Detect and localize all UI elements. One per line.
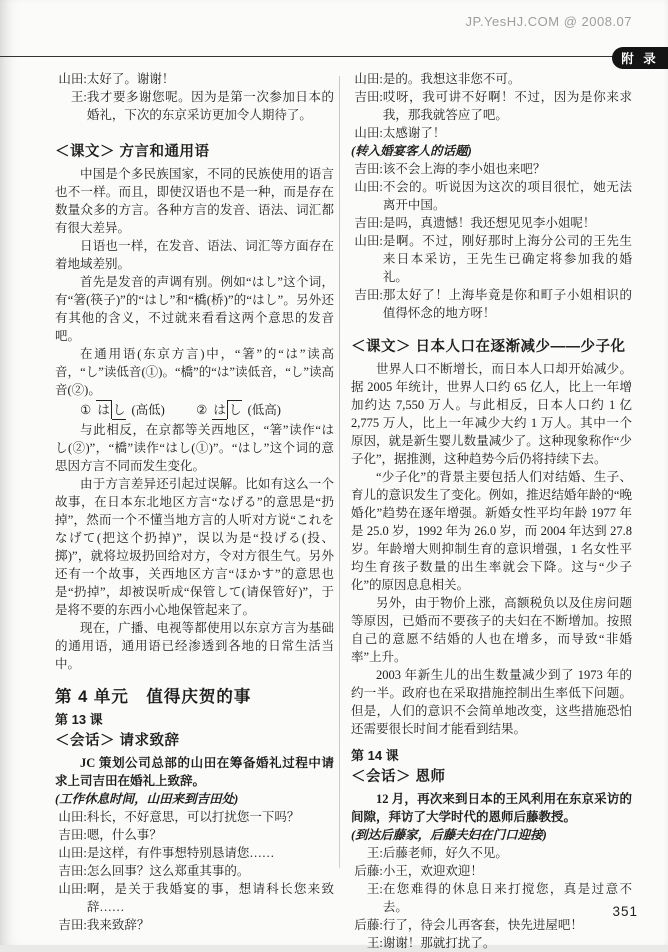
speaker-label: 后藤: — [354, 918, 383, 932]
dialogue-line — [55, 808, 334, 826]
speaker-label: 王: — [70, 90, 87, 104]
watermark: JP.YesHJ.COM @ 2008.07 — [465, 14, 632, 29]
pitch-pattern-label: (低高) — [247, 403, 281, 417]
lesson-text-heading: ＜课文＞ 日本人口在逐渐减少——少子化 — [351, 339, 626, 355]
dialogue-line — [351, 934, 632, 952]
dialogue-line — [351, 178, 632, 214]
spacer — [351, 738, 632, 745]
dialogue-text: 是啊。不过，刚好那时上海分公司的王先生来日本采访，王先生已确定将参加我的婚礼。 — [382, 234, 632, 284]
speaker-label: 山田: — [58, 72, 87, 86]
paragraph: 另外，由于物价上涨，高额税负以及住房问题等原因，已婚而不要孩子的夫妇在不断增加。按照自己的意愿不结婚的人也在增多，而导致“非婚率”上升。 — [351, 596, 632, 664]
spacer — [55, 124, 334, 134]
speaker-label: 山田: — [58, 882, 87, 896]
dialogue-line — [351, 214, 632, 232]
speaker-label: 山田: — [354, 126, 383, 140]
speaker-label: 吉田: — [354, 216, 383, 230]
lesson-text-heading: ＜课文＞ 方言和通用语 — [55, 144, 210, 160]
speaker-label: 吉田: — [58, 828, 87, 842]
pitch-item-number: ② — [196, 403, 208, 417]
speaker-label: 山田: — [58, 846, 87, 860]
paragraph: 中国是个多民族国家，不同的民族使用的语言也不一样。而且，即使汉语也不是一种，而是存在数量众多的方言。各种方言的发音、语法、词汇都有很大差异。 — [55, 167, 334, 235]
page-number: 351 — [612, 904, 638, 919]
dialogue-line — [55, 862, 334, 880]
intro-paragraph: 12 月，再次来到日本的王风利用在东京采访的间隙，拜访了大学时代的恩师后藤教授。 — [351, 792, 632, 824]
dialogue-line — [351, 70, 632, 88]
speaker-label: 吉田: — [58, 864, 87, 878]
dialogue-line — [55, 826, 334, 844]
speaker-label: 山田: — [354, 234, 383, 248]
dialogue-line — [55, 844, 334, 862]
dialogue-text: 不会的。听说因为这次的项目很忙，她无法离开中国。 — [382, 180, 632, 212]
lesson-number: 第 13 课 — [55, 712, 103, 727]
conversation-heading: ＜会话＞ 请求致辞 — [55, 733, 180, 749]
pitch-item-number: ① — [80, 403, 92, 417]
dialogue-text: 太好了。谢谢！ — [86, 72, 175, 86]
speaker-label: 吉田: — [354, 162, 383, 176]
dialogue-line — [351, 124, 632, 142]
dialogue-text: 是这样，有件事想特别恳请您…… — [86, 846, 275, 860]
paragraph: 现在，广播、电视等都使用以东京方言为基础的通用语，通用语已经渗透到各地的日常生活当中。 — [55, 621, 334, 671]
pitch-word-hashi-1: は し — [96, 400, 126, 420]
dialogue-text: 我才要多谢您呢。因为是第一次参加日本的婚礼，下次的东京采访更加令人期待了。 — [86, 90, 334, 122]
dialogue-text: 哎呀，我可讲不好啊！不过，因为是你来求我，那我就答应了吧。 — [382, 90, 632, 122]
paragraph: 由于方言差异还引起过误解。比如有这么一个故事，在日本东北地区方言“なげる”的意思是“扔掉”，然而一个不懂当地方言的人听对方说“これをなげて(把这个扔掉)”，误以为是“投げる(投、掷)”，就将垃圾扔回给对方，令对方很生气。另外还有一个故事，关西地区方言“ほかす”的意思也是“扔掉”，却被误听成“保管して(请保管好)”，于是将不要的东西小心地保管起来了。 — [55, 477, 334, 617]
speaker-label: 吉田: — [354, 90, 383, 104]
speaker-label: 吉田: — [58, 918, 87, 932]
stage-direction: (到达后藤家，后藤夫妇在门口迎接) — [351, 828, 547, 842]
pitch-accent-line — [55, 400, 334, 420]
speaker-label: 山田: — [354, 72, 383, 86]
stage-direction: (工作休息时间，山田来到吉田处) — [55, 792, 239, 806]
dialogue-line — [351, 844, 632, 862]
dialogue-text: 小王，欢迎欢迎！ — [382, 864, 483, 878]
dialogue-text: 科长，不好意思，可以打扰您一下吗？ — [86, 810, 300, 824]
dialogue-line — [351, 232, 632, 286]
conversation-heading: ＜会话＞ 恩师 — [351, 769, 446, 785]
column-divider — [339, 76, 340, 868]
dialogue-line — [351, 880, 632, 916]
appendix-tab: 附 录 — [612, 47, 668, 69]
dialogue-text: 是的。我想这非您不可。 — [382, 72, 521, 86]
paragraph: 2003 年新生儿的出生数量减少到了 1973 年的约一半。政府也在采取措施控制出生率低下问题。但是，人们的意识不会简单地改变，这些措施恐怕还需要很长时间才能看到结果。 — [351, 668, 632, 736]
paragraph: 日语也一样，在发音、语法、词汇等方面存在着地域差别。 — [55, 239, 334, 271]
dialogue-text: 那太好了！上海毕竟是你和町子小姐相识的值得怀念的地方呀！ — [382, 288, 632, 320]
dialogue-text: 该不会上海的李小姐也来吧？ — [382, 162, 546, 176]
dialogue-line — [351, 286, 632, 322]
dialogue-line — [351, 160, 632, 178]
intro-paragraph: JC 策划公司总部的山田在筹备婚礼过程中请求上司吉田在婚礼上致辞。 — [55, 756, 334, 788]
speaker-label: 山田: — [58, 810, 87, 824]
dialogue-text: 谢谢！那就打扰了。 — [382, 936, 496, 950]
dialogue-text: 是吗，真遗憾！我还想见见李小姐呢！ — [382, 216, 596, 230]
speaker-label: 王: — [366, 936, 383, 950]
paragraph: 首先是发音的声调有别。例如“はし”这个词，有“箸(筷子)”的“はし”和“橋(桥)”的“はし”。另外还有其他的含义，不过就来看看这两个意思的发音吧。 — [55, 275, 334, 343]
dialogue-line — [55, 916, 334, 934]
dialogue-text: 我来致辞？ — [86, 918, 150, 932]
dialogue-line — [351, 88, 632, 124]
speaker-label: 王: — [366, 882, 383, 896]
paragraph: 世界人口不断增长，而日本人口却开始减少。据 2005 年统计，世界人口约 65 亿人，比上一年增加约达 7,550 万人。与此相反，日本人口约 1 亿 2,775 万人，比上一年减少大约 1 万人。其中一个原因，就是新生婴儿数量减少了。这种现象称作“少子化”，据推测，这种趋势今后仍将持续下去。 — [351, 362, 632, 466]
dialogue-text: 后藤老师，好久不见。 — [382, 846, 508, 860]
dialogue-line — [55, 88, 334, 124]
spacer — [351, 322, 632, 329]
speaker-label: 王: — [366, 846, 383, 860]
unit-heading: 第 4 单元 值得庆贺的事 — [55, 688, 252, 706]
dialogue-line — [55, 70, 334, 88]
dialogue-text: 怎么回事？这么郑重其事的。 — [86, 864, 250, 878]
dialogue-text: 行了，待会儿再客套，快先进屋吧！ — [382, 918, 583, 932]
pitch-pattern-label: (高低) — [131, 403, 165, 417]
dialogue-line — [351, 916, 632, 934]
dialogue-text: 在您难得的休息日来打搅您，真是过意不去。 — [382, 882, 632, 914]
dialogue-text: 太感谢了！ — [382, 126, 446, 140]
dialogue-line — [55, 880, 334, 916]
paragraph: “少子化”的背景主要包括人们对结婚、生子、育儿的意识发生了变化。例如，推迟结婚年龄的“晚婚化”趋势在逐年增强。新婚女性平均年龄 1977 年是 25.0 岁，1992 年为 26.0 岁，而 2004 年达到 27.8 岁。年龄增大则抑制生育的意识增强，1 名女性平均生育孩子数量的出生率就会下降。这与“少子化”的原因息息相关。 — [351, 470, 632, 592]
stage-direction: (转入婚宴客人的话题) — [351, 144, 472, 158]
dialogue-text: 啊，是关于我婚宴的事，想请科长您来致辞…… — [86, 882, 334, 914]
pitch-word-hashi-2: は し — [212, 400, 242, 420]
dialogue-line — [351, 862, 632, 880]
speaker-label: 吉田: — [354, 288, 383, 302]
header-rule — [0, 56, 622, 57]
speaker-label: 山田: — [354, 180, 383, 194]
speaker-label: 后藤: — [354, 864, 383, 878]
left-column — [55, 70, 334, 934]
paragraph: 在通用语(东京方言)中，“箸”的“は”读高音，“し”读低音(①)。“橋”的“は”读低音，“し”读高音(②)。 — [55, 347, 334, 397]
right-column — [351, 70, 632, 952]
dialogue-text: 嗯，什么事？ — [86, 828, 162, 842]
paragraph: 与此相反，在京都等关西地区，“箸”读作“はし(②)”，“橋”读作“はし(①)”。“はし”这个词的意思因方言不同而发生变化。 — [55, 423, 334, 473]
lesson-number: 第 14 课 — [351, 748, 399, 763]
